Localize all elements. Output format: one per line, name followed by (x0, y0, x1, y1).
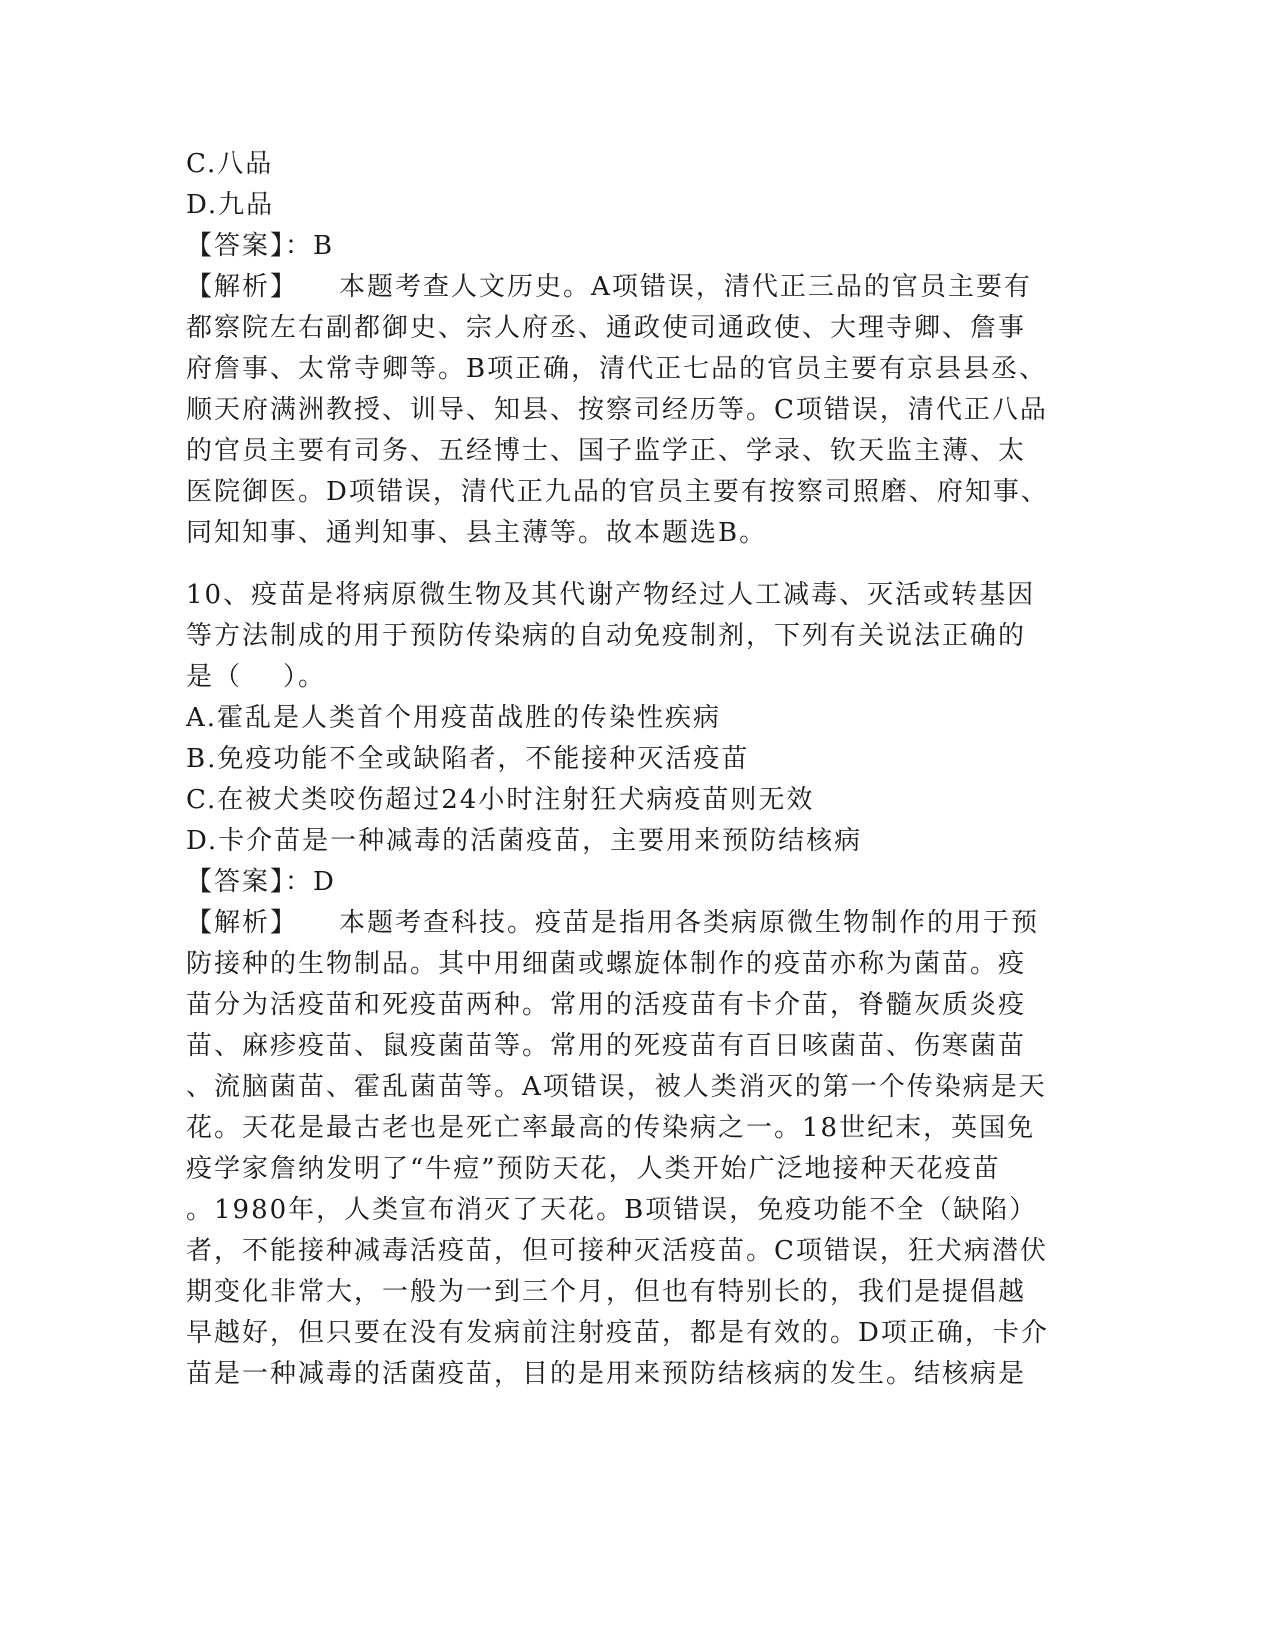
q9-analysis-line: 同知知事、通判知事、县主薄等。故本题选B。 (186, 518, 768, 548)
q10-analysis-line: 期变化非常大，一般为一到三个月，但也有特别长的，我们是提倡越 (186, 1277, 1027, 1307)
q9-analysis-line: 顺天府满洲教授、训导、知县、按察司经历等。C项错误，清代正八品 (186, 395, 1048, 425)
q10-analysis-line: 防接种的生物制品。其中用细菌或螺旋体制作的疫苗亦称为菌苗。疫 (186, 949, 1027, 979)
q10-analysis-line: 【解析】 本题考查科技。疫苗是指用各类病原微生物制作的用于预 (186, 908, 1040, 938)
q10-answer: 【答案】：D (186, 867, 336, 897)
q9-answer: 【答案】：B (186, 231, 335, 261)
q10-analysis-line: 苗是一种减毒的活菌疫苗，目的是用来预防结核病的发生。结核病是 (186, 1359, 1027, 1389)
q10-option-a: A.霍乱是人类首个用疫苗战胜的传染性疾病 (186, 703, 722, 733)
q10-analysis-line: 早越好，但只要在没有发病前注射疫苗，都是有效的。D项正确，卡介 (186, 1318, 1049, 1348)
q10-analysis-line: 疫学家詹纳发明了“牛痘”预防天花，人类开始广泛地接种天花疫苗 (186, 1154, 1001, 1184)
q10-option-d: D.卡介苗是一种减毒的活菌疫苗，主要用来预防结核病 (186, 826, 863, 856)
q9-analysis-line: 都察院左右副都御史、宗人府丞、通政使司通政使、大理寺卿、詹事 (186, 313, 1027, 343)
q9-analysis-line: 【解析】 本题考查人文历史。A项错误，清代正三品的官员主要有 (186, 272, 1032, 302)
q10-analysis-line: 花。天花是最古老也是死亡率最高的传染病之一。18世纪末，英国免 (186, 1113, 1036, 1143)
q9-analysis-line: 医院御医。D项错误，清代正九品的官员主要有按察司照磨、府知事、 (186, 477, 1049, 507)
q10-analysis-line: 、流脑菌苗、霍乱菌苗等。A项错误，被人类消灭的第一个传染病是天 (186, 1072, 1047, 1102)
page-content (186, 144, 1091, 1395)
q10-analysis-line: 苗分为活疫苗和死疫苗两种。常用的活疫苗有卡介苗，脊髓灰质炎疫 (186, 990, 1027, 1020)
q10-option-c: C.在被犬类咬伤超过24小时注射狂犬病疫苗则无效 (186, 785, 815, 815)
q10-stem-line: 是（ ）。 (186, 662, 327, 692)
q10-analysis (186, 903, 1091, 1395)
q10-analysis-line: 。1980年，人类宣布消灭了天花。B项错误，免疫功能不全（缺陷） (186, 1195, 1038, 1225)
q10-analysis-line: 者，不能接种减毒活疫苗，但可接种灭活疫苗。C项错误，狂犬病潜伏 (186, 1236, 1048, 1266)
q10-stem-line: 等方法制成的用于预防传染病的自动免疫制剂，下列有关说法正确的 (186, 621, 1027, 651)
q9-option-c: C.八品 (186, 149, 274, 179)
q9-option-d: D.九品 (186, 190, 275, 220)
q9-analysis-line: 府詹事、太常寺卿等。B项正确，清代正七品的官员主要有京县县丞、 (186, 354, 1048, 384)
q10-option-b: B.免疫功能不全或缺陷者，不能接种灭活疫苗 (186, 744, 750, 774)
q10-analysis-line: 苗、麻疹疫苗、鼠疫菌苗等。常用的死疫苗有百日咳菌苗、伤寒菌苗 (186, 1031, 1027, 1061)
q10-stem-line: 10、疫苗是将病原微生物及其代谢产物经过人工减毒、灭活或转基因 (186, 580, 1036, 610)
q9-analysis (186, 267, 1091, 554)
q10-stem (186, 575, 1091, 698)
question-spacer (186, 554, 1091, 575)
q9-analysis-line: 的官员主要有司务、五经博士、国子监学正、学录、钦天监主薄、太 (186, 436, 1027, 466)
